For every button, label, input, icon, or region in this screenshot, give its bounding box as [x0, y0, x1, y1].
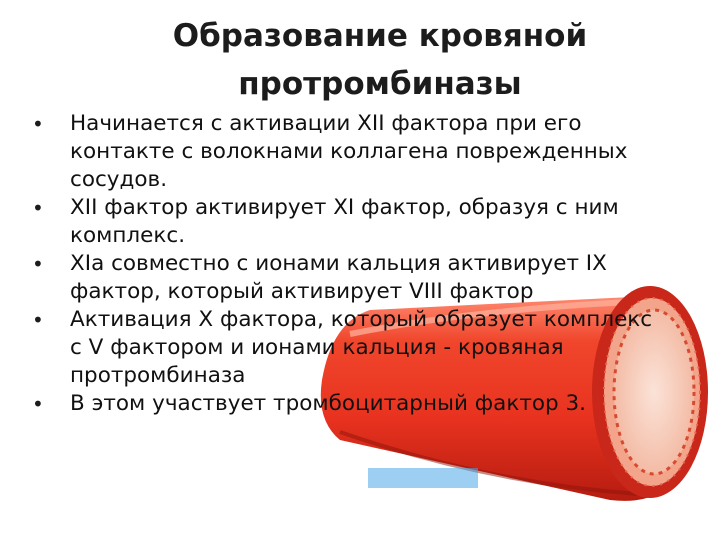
bullet-text: XIa совместно с ионами кальция активирует IX фактор, который активирует VIII фактор	[70, 251, 607, 304]
list-item	[30, 110, 670, 194]
list-item	[30, 250, 670, 306]
bullet-text: Активация X фактора, который образует комплекс с V фактором и ионами кальция - кровяная протромбиназа	[70, 307, 653, 388]
bullet-text: В этом участвует тромбоцитарный фактор 3.	[70, 391, 587, 416]
bullet-icon: •	[32, 392, 44, 416]
bullet-icon: •	[32, 112, 44, 136]
bullet-text: Начинается с активации XII фактора при его контакте с волокнами коллагена поврежденных сосудов.	[70, 111, 628, 192]
slide-title: Образование кровяной протромбиназы	[172, 18, 588, 102]
list-item	[30, 194, 670, 250]
list-item	[30, 306, 670, 390]
list-item	[30, 390, 670, 418]
bullet-icon: •	[32, 252, 44, 276]
bullet-text: XII фактор активирует XI фактор, образуя с ним комплекс.	[70, 195, 619, 248]
bullet-icon: •	[32, 308, 44, 332]
bullet-icon: •	[32, 196, 44, 220]
damage-marker	[368, 468, 478, 488]
bullet-list	[30, 110, 670, 418]
